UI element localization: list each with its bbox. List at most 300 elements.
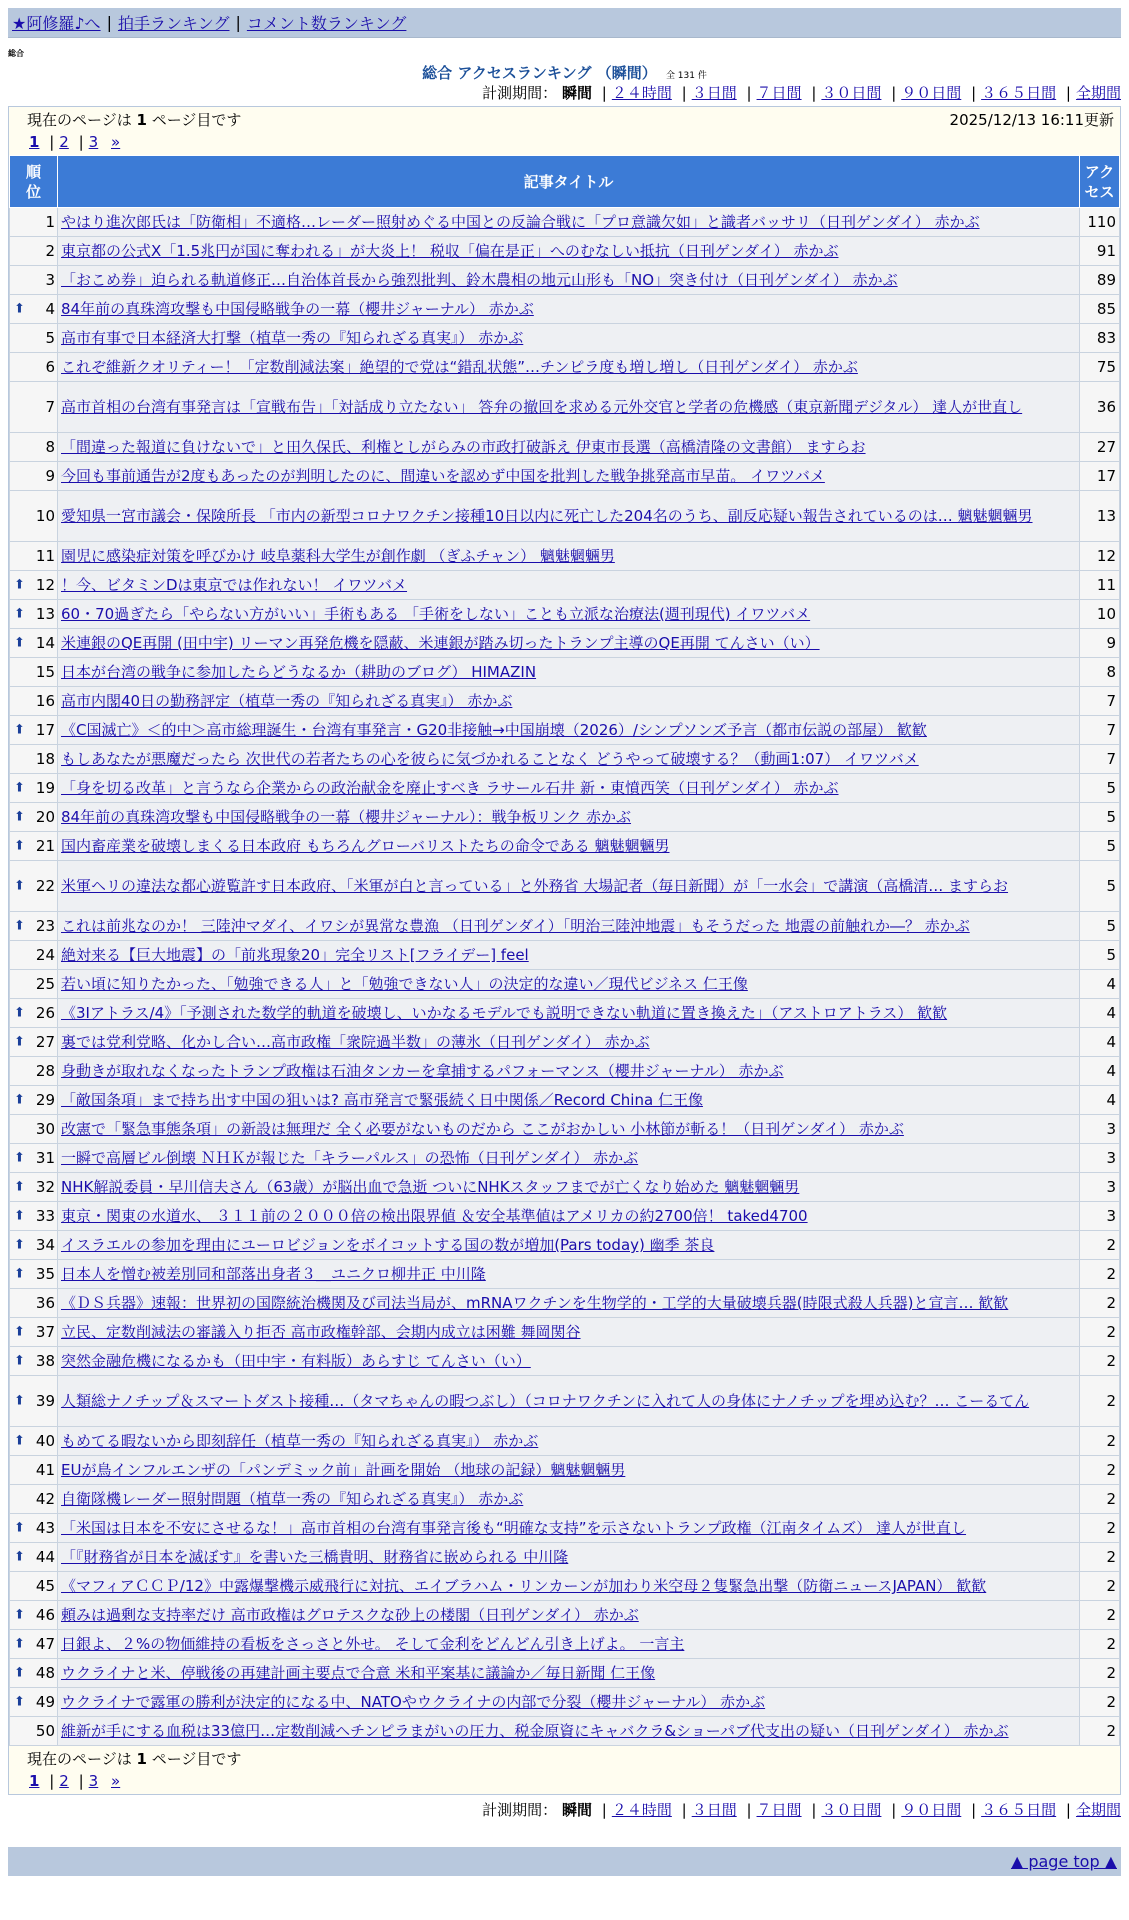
- title-cell: [58, 1659, 1080, 1688]
- title-cell: [58, 687, 1080, 716]
- title-cell: [58, 295, 1080, 324]
- rank-header: 順 位: [10, 156, 58, 208]
- table-row: [10, 237, 1120, 266]
- article-title-link[interactable]: 「米国は日本を不安にさせるな！」高市首相の台湾有事発言後も“明確な支持”を示さないトランプ政権（江南タイムズ） 達人が世直し: [61, 1519, 967, 1537]
- rank-up-arrow-icon: ⬆: [14, 780, 25, 796]
- table-row: [10, 912, 1120, 941]
- title-cell: [58, 571, 1080, 600]
- access-count: 3: [1080, 1115, 1120, 1144]
- ranking-box: [8, 106, 1121, 1795]
- period-link-3d-bottom[interactable]: ３日間: [691, 1801, 737, 1819]
- rank-up-arrow-icon: ⬆: [14, 1179, 25, 1195]
- title-cell: [58, 1144, 1080, 1173]
- rank-number: 20: [35, 808, 55, 826]
- access-count: 110: [1080, 208, 1120, 237]
- access-count: 89: [1080, 266, 1120, 295]
- article-title-link[interactable]: 人類総ナノチップ＆スマートダスト接種…（タマちゃんの暇つぶし）（コロナワクチンに入れて人の身体にナノチップを埋め込む？… こーるてん: [61, 1392, 1030, 1410]
- rank-number: 16: [35, 692, 55, 710]
- access-count: 8: [1080, 658, 1120, 687]
- rank-number: 50: [35, 1722, 55, 1740]
- rank-up-arrow-icon: ⬆: [14, 918, 25, 934]
- title-cell: [58, 433, 1080, 462]
- rank-cell: [10, 912, 58, 941]
- page-info-bottom: [9, 1746, 1120, 1770]
- rank-cell: [10, 1456, 58, 1485]
- rank-cell: [10, 542, 58, 571]
- article-title-link[interactable]: 維新が手にする血税は33億円…定数削減ヘチンピラまがいの圧力、税金原資にキャバクラ&ショーパブ代支出の疑い（日刊ゲンダイ） 赤かぶ: [61, 1722, 1009, 1740]
- rank-number: 3: [45, 271, 55, 289]
- pager-link-2-bottom[interactable]: 2: [59, 1772, 69, 1790]
- access-count: 5: [1080, 832, 1120, 861]
- updated-timestamp: 2025/12/13 16:11更新: [949, 111, 1114, 129]
- article-title-link[interactable]: 愛知県一宮市議会・保険所長 「市内の新型コロナワクチン接種10日以内に死亡した204名のうち、副反応疑い報告されているのは… 魑魅魍魎男: [61, 507, 1033, 525]
- title-cell: [58, 999, 1080, 1028]
- rank-number: 15: [35, 663, 55, 681]
- rank-cell: [10, 295, 58, 324]
- pager-link-3-bottom[interactable]: 3: [88, 1772, 99, 1790]
- table-row: [10, 1086, 1120, 1115]
- title-header: 記事タイトル: [58, 156, 1080, 208]
- title-cell: [58, 1630, 1080, 1659]
- rank-cell: [10, 1115, 58, 1144]
- period-current: 瞬間: [561, 84, 592, 102]
- access-count: 2: [1080, 1347, 1120, 1376]
- article-title-link[interactable]: 「間違った報道に負けないで」と田久保氏、利権としがらみの市政打破訴え 伊東市長選（高橋清隆の文書館） ますらお: [61, 438, 866, 456]
- rank-cell: [10, 266, 58, 295]
- article-title-link[interactable]: 日本が台湾の戦争に参加したらどうなるか（耕助のブログ） HIMAZIN: [61, 663, 537, 681]
- rank-cell: [10, 861, 58, 912]
- table-row: [10, 1289, 1120, 1318]
- pager-next[interactable]: »: [111, 133, 121, 151]
- article-title-link[interactable]: 《C国滅亡》＜的中＞高市総理誕生・台湾有事発言・G20非接触→中国崩壊（2026）/シンプソンズ予言（都市伝説の部屋） 歓歓: [61, 721, 927, 739]
- access-count: 2: [1080, 1601, 1120, 1630]
- rank-number: 9: [45, 467, 55, 485]
- table-row: [10, 600, 1120, 629]
- title-cell: [58, 1688, 1080, 1717]
- article-title-link[interactable]: 若い頃に知りたかった、「勉強できる人」と「勉強できない人」の決定的な違い／現代ビジネス 仁王像: [61, 975, 748, 993]
- title-cell: [58, 1427, 1080, 1456]
- article-title-link[interactable]: 《ＤＳ兵器》速報：世界初の国際統治機関及び司法当局が、mRNAワクチンを生物学的・工学的大量破壊兵器(時限式殺人兵器)と宣言… 歓歓: [61, 1294, 1009, 1312]
- rank-number: 28: [35, 1062, 55, 1080]
- pager-link-3[interactable]: 3: [88, 133, 99, 151]
- rank-cell: [10, 658, 58, 687]
- article-title-link[interactable]: 日銀よ、２%の物価維持の看板をさっさと外せ。 そして金利をどんどん引き上げよ。 一言主: [61, 1635, 685, 1653]
- rank-number: 47: [35, 1635, 55, 1653]
- period-link-90d[interactable]: ９０日間: [901, 84, 962, 102]
- article-title-link[interactable]: 今回も事前通告が2度もあったのが判明したのに、間違いを認めず中国を批判した戦争挑発高市早苗。 イワツバメ: [61, 467, 825, 485]
- table-row: [10, 295, 1120, 324]
- table-row: [10, 324, 1120, 353]
- rank-cell: [10, 237, 58, 266]
- page-info-top: [9, 107, 1120, 131]
- rank-cell: [10, 1086, 58, 1115]
- table-row: [10, 1347, 1120, 1376]
- rank-number: 5: [45, 329, 55, 347]
- ranking-title: 総合 アクセスランキング （瞬間）: [422, 64, 657, 82]
- title-cell: [58, 1260, 1080, 1289]
- article-title-link[interactable]: ウクライナで露軍の勝利が決定的になる中、NATOやウクライナの内部で分裂（櫻井ジャーナル） 赤かぶ: [61, 1693, 766, 1711]
- ranking-table-body: [10, 208, 1120, 1746]
- table-header-row: [10, 156, 1120, 208]
- table-row: [10, 1659, 1120, 1688]
- page-top-link[interactable]: ▲ page top ▲: [1010, 1852, 1117, 1871]
- rank-number: 34: [35, 1236, 55, 1254]
- rank-number: 14: [35, 634, 55, 652]
- title-cell: [58, 1202, 1080, 1231]
- article-title-link[interactable]: 「おこめ券」迫られる軌道修正…自治体首長から強烈批判、鈴木農相の地元山形も「NO」突き付け（日刊ゲンダイ） 赤かぶ: [61, 271, 898, 289]
- table-row: [10, 1260, 1120, 1289]
- rank-up-arrow-icon: ⬆: [14, 1034, 25, 1050]
- table-row: [10, 1601, 1120, 1630]
- article-title-link[interactable]: 米連銀のQE再開 (田中宇) リーマン再発危機を隠蔽、米連銀が踏み切ったトランプ主導のQE再開 てんさい（い）: [61, 634, 820, 652]
- access-count: 3: [1080, 1202, 1120, 1231]
- title-cell: [58, 600, 1080, 629]
- rank-number: 40: [35, 1432, 55, 1450]
- article-title-link[interactable]: 60・70過ぎたら「やらない方がいい」手術もある 「手術をしない」ことも立派な治療法(週刊現代) イワツバメ: [61, 605, 811, 623]
- table-row: [10, 1485, 1120, 1514]
- title-cell: [58, 1289, 1080, 1318]
- article-title-link[interactable]: 東京都の公式X「1.5兆円が国に奪われる」が大炎上！ 税収「偏在是正」へのむなしい抵抗（日刊ゲンダイ） 赤かぶ: [61, 242, 839, 260]
- article-title-link[interactable]: 米軍ヘリの違法な都心遊覧許す日本政府、「米軍が白と言っている」と外務省 大場記者（毎日新聞）が「一水会」で講演（高橋清… ますらお: [61, 877, 1009, 895]
- rank-cell: [10, 1057, 58, 1086]
- period-link-365d-bottom[interactable]: ３６５日間: [981, 1801, 1057, 1819]
- title-cell: [58, 1231, 1080, 1260]
- period-link-3d[interactable]: ３日間: [691, 84, 737, 102]
- access-count: 2: [1080, 1456, 1120, 1485]
- rank-cell: [10, 571, 58, 600]
- period-link-24h[interactable]: ２４時間: [611, 84, 672, 102]
- rank-cell: [10, 1659, 58, 1688]
- access-count: 5: [1080, 803, 1120, 832]
- access-count: 75: [1080, 353, 1120, 382]
- rank-number: 27: [35, 1033, 55, 1051]
- article-title-link[interactable]: 国内畜産業を破壊しまくる日本政府 もちろんグローバリストたちの命令である 魑魅魍魎男: [61, 837, 670, 855]
- rank-up-arrow-icon: ⬆: [14, 1005, 25, 1021]
- access-count: 2: [1080, 1260, 1120, 1289]
- article-title-link[interactable]: 高市首相の台湾有事発言は「宣戦布告」「対話成り立たない」 答弁の撤回を求める元外交官と学者の危機感（東京新聞デジタル） 達人が世直し: [61, 398, 1023, 416]
- rank-up-arrow-icon: ⬆: [14, 1433, 25, 1449]
- table-row: [10, 745, 1120, 774]
- rank-up-arrow-icon: ⬆: [14, 1353, 25, 1369]
- title-cell: [58, 745, 1080, 774]
- rank-cell: [10, 716, 58, 745]
- rank-number: 10: [35, 507, 55, 525]
- title-cell: [58, 716, 1080, 745]
- rank-number: 36: [35, 1294, 55, 1312]
- rank-up-arrow-icon: ⬆: [14, 1393, 25, 1409]
- access-count: 4: [1080, 1028, 1120, 1057]
- bottom-bar: [8, 1847, 1121, 1876]
- table-row: [10, 462, 1120, 491]
- rank-number: 24: [35, 946, 55, 964]
- table-row: [10, 433, 1120, 462]
- article-title-link[interactable]: 園児に感染症対策を呼びかけ 岐阜薬科大学生が創作劇 （ぎふチャン） 魑魅魍魎男: [61, 547, 615, 565]
- rank-cell: [10, 1318, 58, 1347]
- table-row: [10, 1543, 1120, 1572]
- article-title-link[interactable]: 頼みは過剰な支持率だけ 高市政権はグロテスクな砂上の楼閣（日刊ゲンダイ） 赤かぶ: [61, 1606, 639, 1624]
- article-title-link[interactable]: 自衛隊機レーダー照射問題（植草一秀の『知られざる真実』） 赤かぶ: [61, 1490, 524, 1508]
- rank-number: 32: [35, 1178, 55, 1196]
- title-cell: [58, 1115, 1080, 1144]
- rank-number: 46: [35, 1606, 55, 1624]
- current-page-text-bottom: 現在のページは 1 ページ目です: [27, 1750, 242, 1768]
- rank-cell: [10, 1202, 58, 1231]
- period-selector-top: 計測期間： 瞬間 | ２４時間 | ３日間 | ７日間 | ３０日間 | ９０日間 | ３６５日間 | 全期間: [482, 84, 1121, 102]
- title-cell: [58, 1318, 1080, 1347]
- title-cell: [58, 970, 1080, 999]
- title-cell: [58, 491, 1080, 542]
- title-cell: [58, 1347, 1080, 1376]
- access-count: 4: [1080, 999, 1120, 1028]
- rank-up-arrow-icon: ⬆: [14, 1150, 25, 1166]
- rank-cell: [10, 1543, 58, 1572]
- access-count: 2: [1080, 1231, 1120, 1260]
- title-cell: [58, 803, 1080, 832]
- period-link-all-bottom[interactable]: 全期間: [1075, 1801, 1121, 1819]
- rank-cell: [10, 832, 58, 861]
- access-count: 2: [1080, 1688, 1120, 1717]
- nav-separator: |: [106, 13, 112, 32]
- article-title-link[interactable]: NHK解説委員・早川信夫さん（63歳）が脳出血で急逝 ついにNHKスタッフまでが亡くなり始めた 魑魅魍魎男: [61, 1178, 800, 1196]
- title-cell: [58, 353, 1080, 382]
- rank-cell: [10, 462, 58, 491]
- title-cell: [58, 1376, 1080, 1427]
- applause-ranking-link[interactable]: 拍手ランキング: [117, 14, 230, 33]
- article-title-link[interactable]: もしあなたが悪魔だったら 次世代の若者たちの心を彼らに気づかれることなく どうやって破壊する？（動画1:07） イワツバメ: [61, 750, 919, 768]
- table-row: [10, 1318, 1120, 1347]
- access-header: アク セス: [1080, 156, 1120, 208]
- article-title-link[interactable]: 改憲で「緊急事態条項」の新設は無理だ 全く必要がないものだから ここがおかしい 小林節が斬る！（日刊ゲンダイ） 赤かぶ: [61, 1120, 904, 1138]
- rank-number: 25: [35, 975, 55, 993]
- article-title-link[interactable]: ウクライナと米、停戦後の再建計画主要点で合意 米和平案基に議論か／毎日新聞 仁王像: [61, 1664, 656, 1682]
- rank-cell: [10, 353, 58, 382]
- access-count: 7: [1080, 745, 1120, 774]
- rank-up-arrow-icon: ⬆: [14, 1694, 25, 1710]
- rank-number: 37: [35, 1323, 55, 1341]
- table-row: [10, 1376, 1120, 1427]
- article-title-link[interactable]: EUが鳥インフルエンザの「パンデミック前」計画を開始 （地球の記録）魑魅魍魎男: [61, 1461, 626, 1479]
- access-count: 85: [1080, 295, 1120, 324]
- article-title-link[interactable]: 東京・関東の水道水、 ３１１前の２０００倍の検出限界値 ＆安全基準値はアメリカの約2700倍！ taked4700: [61, 1207, 808, 1225]
- table-row: [10, 266, 1120, 295]
- table-row: [10, 1028, 1120, 1057]
- article-title-link[interactable]: 裏では党利党略、化かし合い…高市政権「衆院過半数」の薄氷（日刊ゲンダイ） 赤かぶ: [61, 1033, 650, 1051]
- period-link-90d-bottom[interactable]: ９０日間: [901, 1801, 962, 1819]
- article-title-link[interactable]: やはり進次郎氏は「防衛相」不適格…レーダー照射めぐる中国との反論合戦に「プロ意識欠如」と識者バッサリ（日刊ゲンダイ） 赤かぶ: [61, 213, 980, 231]
- title-cell: [58, 324, 1080, 353]
- access-count: 83: [1080, 324, 1120, 353]
- article-title-link[interactable]: もめてる暇ないから即刻辞任（植草一秀の『知られざる真実』） 赤かぶ: [61, 1432, 539, 1450]
- rank-up-arrow-icon: ⬆: [14, 635, 25, 651]
- title-cell: [58, 1086, 1080, 1115]
- rank-up-arrow-icon: ⬆: [14, 577, 25, 593]
- period-link-30d-bottom[interactable]: ３０日間: [821, 1801, 882, 1819]
- access-count: 2: [1080, 1427, 1120, 1456]
- rank-cell: [10, 970, 58, 999]
- rank-number: 7: [45, 398, 55, 416]
- table-row: [10, 716, 1120, 745]
- rank-number: 45: [35, 1577, 55, 1595]
- rank-up-arrow-icon: ⬆: [14, 1607, 25, 1623]
- period-link-365d[interactable]: ３６５日間: [981, 84, 1057, 102]
- pager-link-2[interactable]: 2: [59, 133, 69, 151]
- article-title-link[interactable]: 「敵国条項」まで持ち出す中国の狙いは? 高市発言で緊張続く日中関係／Record China 仁王像: [61, 1091, 703, 1109]
- access-count: 2: [1080, 1376, 1120, 1427]
- rank-cell: [10, 1260, 58, 1289]
- home-link[interactable]: ★阿修羅♪へ: [12, 14, 101, 33]
- period-label: 計測期間：: [482, 84, 558, 102]
- table-row: [10, 970, 1120, 999]
- table-row: [10, 1572, 1120, 1601]
- ranking-title-block: [8, 62, 1121, 82]
- period-link-24h-bottom[interactable]: ２４時間: [611, 1801, 672, 1819]
- pager-current-bottom[interactable]: 1: [29, 1772, 40, 1790]
- access-count: 2: [1080, 1289, 1120, 1318]
- rank-cell: [10, 629, 58, 658]
- title-cell: [58, 266, 1080, 295]
- article-title-link[interactable]: 日本人を憎む被差別同和部落出身者３＿ユニクロ柳井正 中川隆: [61, 1265, 486, 1283]
- article-title-link[interactable]: 「身を切る改革」と言うなら企業からの政治献金を廃止すべき ラサール石井 新・東憤西笑（日刊ゲンダイ） 赤かぶ: [61, 779, 839, 797]
- title-cell: [58, 774, 1080, 803]
- rank-cell: [10, 1717, 58, 1746]
- page-wrapper: [8, 8, 1121, 1876]
- table-row: [10, 571, 1120, 600]
- pager-current[interactable]: 1: [29, 133, 40, 151]
- access-count: 5: [1080, 861, 1120, 912]
- period-link-7d-bottom[interactable]: ７日間: [756, 1801, 802, 1819]
- rank-cell: [10, 600, 58, 629]
- rank-number: 49: [35, 1693, 55, 1711]
- pager-next-bottom[interactable]: »: [111, 1772, 121, 1790]
- article-title-link[interactable]: 84年前の真珠湾攻撃も中国侵略戦争の一幕（櫻井ジャーナル）：戦争板リンク 赤かぶ: [61, 808, 632, 826]
- article-title-link[interactable]: 84年前の真珠湾攻撃も中国侵略戦争の一幕（櫻井ジャーナル） 赤かぶ: [61, 300, 534, 318]
- access-count: 5: [1080, 774, 1120, 803]
- access-count: 5: [1080, 912, 1120, 941]
- rank-cell: [10, 433, 58, 462]
- rank-cell: [10, 324, 58, 353]
- rank-number: 4: [45, 300, 55, 318]
- table-row: [10, 1514, 1120, 1543]
- rank-number: 35: [35, 1265, 55, 1283]
- article-title-link[interactable]: ！今、ビタミンDは東京では作れない！ イワツバメ: [61, 576, 408, 594]
- rank-cell: [10, 382, 58, 433]
- table-row: [10, 1057, 1120, 1086]
- comment-ranking-link[interactable]: コメント数ランキング: [246, 14, 407, 33]
- rank-cell: [10, 208, 58, 237]
- rank-cell: [10, 745, 58, 774]
- rank-up-arrow-icon: ⬆: [14, 1324, 25, 1340]
- rank-number: 6: [45, 358, 55, 376]
- article-title-link[interactable]: 高市有事で日本経済大打撃（植草一秀の『知られざる真実』） 赤かぶ: [61, 329, 524, 347]
- table-row: [10, 1173, 1120, 1202]
- rank-cell: [10, 1173, 58, 1202]
- rank-cell: [10, 491, 58, 542]
- access-count: 5: [1080, 941, 1120, 970]
- table-row: [10, 542, 1120, 571]
- table-row: [10, 1688, 1120, 1717]
- access-count: 2: [1080, 1717, 1120, 1746]
- article-title-link[interactable]: 「『財務省が日本を滅ぼす』を書いた三橋貴明、財務省に嵌められる 中川隆: [61, 1548, 569, 1566]
- rank-up-arrow-icon: ⬆: [14, 1092, 25, 1108]
- article-title-link[interactable]: 高市内閣40日の勤務評定（植草一秀の『知られざる真実』） 赤かぶ: [61, 692, 513, 710]
- table-row: [10, 941, 1120, 970]
- rank-number: 8: [45, 438, 55, 456]
- table-row: [10, 382, 1120, 433]
- access-count: 4: [1080, 970, 1120, 999]
- access-count: 36: [1080, 382, 1120, 433]
- table-row: [10, 1231, 1120, 1260]
- rank-up-arrow-icon: ⬆: [14, 1266, 25, 1282]
- title-cell: [58, 832, 1080, 861]
- rank-cell: [10, 1601, 58, 1630]
- title-cell: [58, 629, 1080, 658]
- title-cell: [58, 941, 1080, 970]
- table-row: [10, 1456, 1120, 1485]
- rank-up-arrow-icon: ⬆: [14, 606, 25, 622]
- title-cell: [58, 1028, 1080, 1057]
- rank-up-arrow-icon: ⬆: [14, 838, 25, 854]
- rank-up-arrow-icon: ⬆: [14, 878, 25, 894]
- rank-up-arrow-icon: ⬆: [14, 722, 25, 738]
- access-count: 4: [1080, 1057, 1120, 1086]
- rank-cell: [10, 803, 58, 832]
- rank-number: 30: [35, 1120, 55, 1138]
- rank-up-arrow-icon: ⬆: [14, 301, 25, 317]
- article-title-link[interactable]: 《マフィアＣＣＰ/12》中露爆撃機示威飛行に対抗、エイブラハム・リンカーンが加わり米空母２隻緊急出撃（防衛ニュースJAPAN） 歓歓: [61, 1577, 987, 1595]
- period-link-7d[interactable]: ７日間: [756, 84, 802, 102]
- article-title-link[interactable]: 《3Iアトラス/4》「予測された数学的軌道を破壊し、いかなるモデルでも説明できない軌道に置き換えた」（アストロアトラス） 歓歓: [61, 1004, 948, 1022]
- period-link-all[interactable]: 全期間: [1075, 84, 1121, 102]
- rank-cell: [10, 687, 58, 716]
- article-title-link[interactable]: 絶対来る【巨大地震】の「前兆現象20」完全リスト[フライデー] feel: [61, 946, 529, 964]
- rank-cell: [10, 1028, 58, 1057]
- rank-cell: [10, 1347, 58, 1376]
- rank-number: 12: [35, 576, 55, 594]
- rank-number: 29: [35, 1091, 55, 1109]
- rank-number: 17: [35, 721, 55, 739]
- rank-number: 23: [35, 917, 55, 935]
- title-cell: [58, 1456, 1080, 1485]
- top-nav-bar: [8, 8, 1121, 38]
- article-title-link[interactable]: 一瞬で高層ビル倒壊 ＮＨＫが報じた「キラーパルス」の恐怖（日刊ゲンダイ） 赤かぶ: [61, 1149, 639, 1167]
- access-count: 2: [1080, 1630, 1120, 1659]
- title-cell: [58, 1572, 1080, 1601]
- rank-cell: [10, 941, 58, 970]
- table-row: [10, 1202, 1120, 1231]
- rank-up-arrow-icon: ⬆: [14, 1665, 25, 1681]
- article-title-link[interactable]: 立民、定数削減法の審議入り拒否 高市政権幹部、会期内成立は困難 舞岡関谷: [61, 1323, 581, 1341]
- rank-up-arrow-icon: ⬆: [14, 809, 25, 825]
- rank-number: 2: [45, 242, 55, 260]
- period-link-30d[interactable]: ３０日間: [821, 84, 882, 102]
- article-title-link[interactable]: これは前兆なのか！ 三陸沖マダイ、イワシが異常な豊漁 （日刊ゲンダイ）「明治三陸沖地震」もそうだった 地震の前触れか―？ 赤かぶ: [61, 917, 970, 935]
- rank-number: 42: [35, 1490, 55, 1508]
- title-cell: [58, 1514, 1080, 1543]
- title-cell: [58, 542, 1080, 571]
- article-title-link[interactable]: 身動きが取れなくなったトランプ政権は石油タンカーを拿捕するパフォーマンス（櫻井ジャーナル） 赤かぶ: [61, 1062, 784, 1080]
- title-cell: [58, 1173, 1080, 1202]
- article-title-link[interactable]: これぞ維新クオリティー！「定数削減法案」絶望的で党は“錯乱状態”…チンピラ度も増し増し（日刊ゲンダイ） 赤かぶ: [61, 358, 858, 376]
- title-cell: [58, 1543, 1080, 1572]
- rank-number: 21: [35, 837, 55, 855]
- table-row: [10, 999, 1120, 1028]
- rank-up-arrow-icon: ⬆: [14, 1549, 25, 1565]
- article-title-link[interactable]: イスラエルの参加を理由にユーロビジョンをボイコットする国の数が増加(Pars today) 幽季 茶良: [61, 1236, 715, 1254]
- title-cell: [58, 462, 1080, 491]
- table-row: [10, 832, 1120, 861]
- rank-number: 18: [35, 750, 55, 768]
- article-title-link[interactable]: 突然金融危機になるかも（田中宇・有料版）あらすじ てんさい（い）: [61, 1352, 531, 1370]
